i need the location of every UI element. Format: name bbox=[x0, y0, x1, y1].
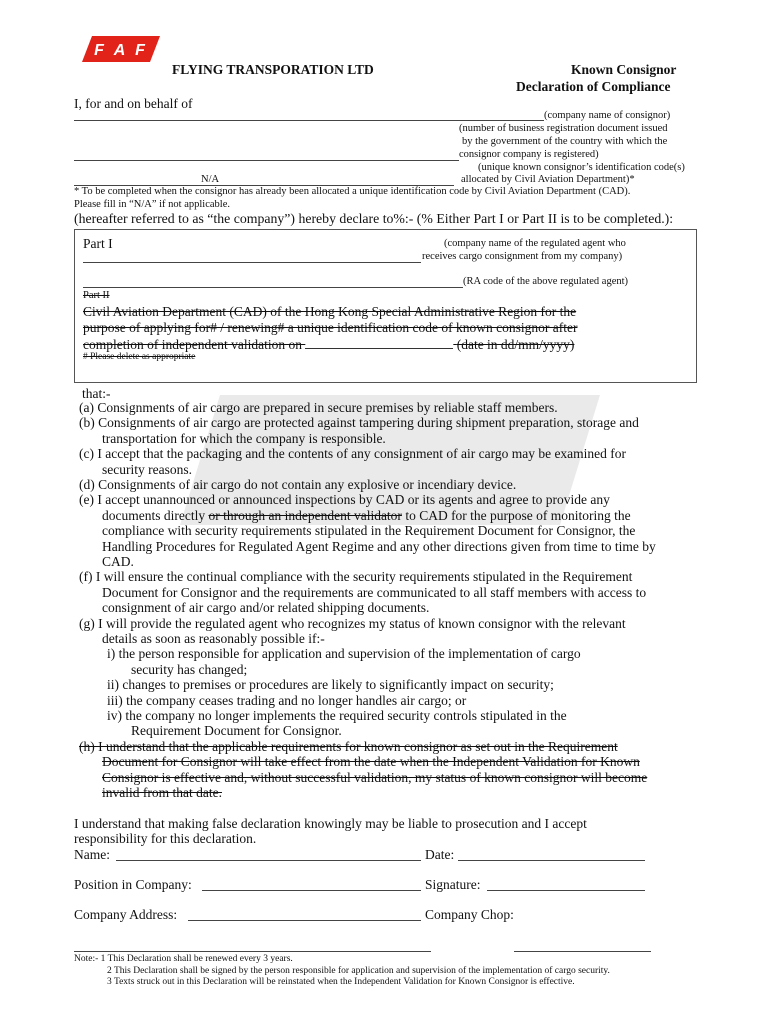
part-1-label: Part I bbox=[83, 236, 113, 251]
part-2-line-3b: (date in dd/mm/yyyy) bbox=[456, 337, 575, 352]
part-2-line-3a: completion of independent validation on bbox=[83, 337, 302, 352]
clause-d: (d) Consignments of air cargo do not contain any explosive or incendiary device. bbox=[79, 477, 517, 492]
signature-label: Signature: bbox=[425, 877, 481, 892]
ra-hint-2: receives cargo consignment from my company) bbox=[422, 251, 623, 262]
clause-e-2c: to CAD for the purpose of monitoring the bbox=[405, 508, 631, 523]
reg-doc-hint-1: (number of business registration document issued bbox=[459, 123, 668, 134]
ra-code-field-line bbox=[83, 287, 463, 288]
part-2-line-1: Civil Aviation Department (CAD) of the Hong Kong Special Administrative Region for the bbox=[83, 304, 577, 319]
name-field[interactable] bbox=[116, 860, 421, 861]
company-heading: FLYING TRANSPORATION LTD bbox=[172, 62, 374, 77]
note-2: 2 This Declaration shall be signed by the person responsible for application and supervision of the implementation of cargo security. bbox=[107, 966, 610, 976]
delete-note: # Please delete as appropriate bbox=[83, 352, 196, 362]
clause-f-3: consignment of air cargo and/or related shipping documents. bbox=[102, 600, 430, 615]
note-1: Note:- 1 This Declaration shall be renewed every 3 years. bbox=[74, 954, 293, 964]
clause-h-4: invalid from that date. bbox=[102, 785, 222, 800]
clause-e-5: CAD. bbox=[102, 554, 134, 569]
footnote-1: * To be completed when the consignor has already been allocated a unique identification code by Civil Aviation Department (CAD). bbox=[74, 186, 631, 197]
part-2-line-3 bbox=[83, 336, 574, 353]
name-label: Name: bbox=[74, 847, 110, 862]
clause-g-iii: iii) the company ceases trading and no longer handles air cargo; or bbox=[107, 693, 467, 708]
clause-g-iv-2: Requirement Document for Consignor. bbox=[131, 723, 342, 738]
reg-doc-hint-2: by the government of the country with which the bbox=[462, 136, 668, 147]
date-field[interactable] bbox=[458, 860, 645, 861]
that-label: that:- bbox=[82, 386, 111, 401]
ra-name-field-line bbox=[83, 262, 421, 263]
clause-g-ii: ii) changes to premises or procedures are likely to significantly impact on security; bbox=[107, 677, 554, 692]
clause-e-3: compliance with security requirements stipulated in the Requirement Document for Consignor, the bbox=[102, 523, 636, 538]
company-name-hint: (company name of consignor) bbox=[544, 110, 671, 121]
code-value: N/A bbox=[201, 174, 220, 185]
clause-c-2: security reasons. bbox=[102, 462, 192, 477]
footnote-2: Please fill in “N/A” if not applicable. bbox=[74, 199, 230, 210]
clause-b-2: transportation for which the company is responsible. bbox=[102, 431, 386, 446]
clause-f-2: Document for Consignor and the requirements are communicated to all staff members with access to bbox=[102, 585, 647, 600]
position-label: Position in Company: bbox=[74, 877, 192, 892]
clause-g-2: details as soon as reasonably possible if:- bbox=[102, 631, 325, 646]
reg-doc-hint-3: consignor company is registered) bbox=[459, 149, 599, 160]
signature-field[interactable] bbox=[487, 890, 645, 891]
title-line-2: Declaration of Compliance bbox=[516, 79, 671, 94]
faf-logo bbox=[82, 36, 160, 62]
declaration-line-1: I understand that making false declaration knowingly may be liable to prosecution and I accept bbox=[74, 816, 587, 831]
svg-text:F A F: F A F bbox=[94, 42, 148, 59]
validation-date-field[interactable] bbox=[305, 336, 453, 349]
clause-e-2b: or through an independent validator bbox=[208, 508, 402, 523]
clause-g-i-1: i) the person responsible for application and supervision of the implementation of cargo bbox=[107, 646, 581, 661]
clause-e-4: Handling Procedures for Regulated Agent Regime and any other directions given from time to time by bbox=[102, 539, 656, 554]
clause-h-2: Document for Consignor will take effect from the date when the Independent Validation for Known bbox=[102, 754, 640, 769]
clause-h-3: Consignor is effective and, without successful validation, my status of known consignor will become bbox=[102, 770, 648, 785]
clause-e-1: (e) I accept unannounced or announced inspections by CAD or its agents and agree to provide any bbox=[79, 492, 610, 507]
address-label: Company Address: bbox=[74, 907, 178, 922]
note-3: 3 Texts struck out in this Declaration will be reinstated when the Independent Validation for Known Consignor is effective. bbox=[107, 977, 575, 987]
title-line-1: Known Consignor bbox=[571, 62, 677, 77]
on-behalf-text: I, for and on behalf of bbox=[74, 96, 193, 111]
code-hint-1: (unique known consignor’s identification code(s) bbox=[478, 162, 685, 173]
hereafter-text: (hereafter referred to as “the company”) hereby declare to%:- (% Either Part I or Part II is to be completed.): bbox=[74, 211, 674, 226]
reg-doc-field-line bbox=[74, 160, 459, 161]
clause-h-1: (h) I understand that the applicable requirements for known consignor as set out in the Requirement bbox=[79, 739, 618, 754]
address-field[interactable] bbox=[188, 920, 421, 921]
clause-a: (a) Consignments of air cargo are prepared in secure premises by reliable staff members. bbox=[79, 400, 558, 415]
clause-e-2a: documents directly bbox=[102, 508, 206, 523]
date-label: Date: bbox=[425, 847, 455, 862]
clause-g-1: (g) I will provide the regulated agent who recognizes my status of known consignor with the relevant bbox=[79, 616, 626, 631]
clause-g-iv-1: iv) the company no longer implements the required security controls stipulated in the bbox=[107, 708, 567, 723]
code-hint-2: allocated by Civil Aviation Department)* bbox=[461, 174, 635, 185]
company-name-field-line bbox=[74, 120, 544, 121]
ra-code-hint: (RA code of the above regulated agent) bbox=[463, 276, 629, 287]
part-2-label: Part II bbox=[83, 290, 110, 301]
clause-e-2 bbox=[102, 508, 631, 524]
clause-g-i-2: security has changed; bbox=[131, 662, 248, 677]
ra-hint-1: (company name of the regulated agent who bbox=[444, 238, 626, 249]
declaration-line-2: responsibility for this declaration. bbox=[74, 831, 257, 846]
clause-b-1: (b) Consignments of air cargo are protected against tampering during shipment preparation, storage and bbox=[79, 415, 639, 430]
position-field[interactable] bbox=[202, 890, 421, 891]
chop-field[interactable] bbox=[514, 951, 651, 952]
clause-c-1: (c) I accept that the packaging and the contents of any consignment of air cargo may be examined for bbox=[79, 446, 627, 461]
chop-label: Company Chop: bbox=[425, 907, 514, 922]
footer-rule bbox=[74, 951, 431, 952]
part-2-line-2: purpose of applying for# / renewing# a unique identification code of known consignor after bbox=[83, 320, 578, 335]
clause-f-1: (f) I will ensure the continual compliance with the security requirements stipulated in the Requirement bbox=[79, 569, 633, 584]
